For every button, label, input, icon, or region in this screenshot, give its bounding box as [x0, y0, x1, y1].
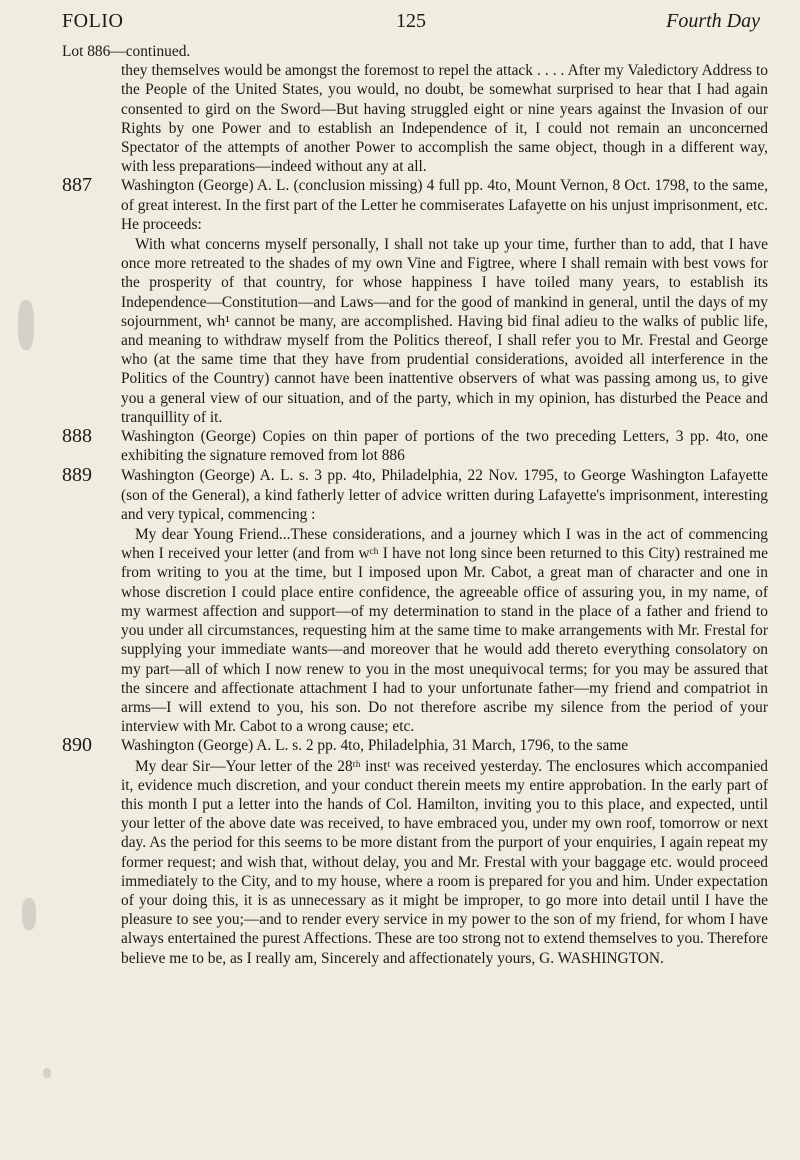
continuation-label: Lot 886—continued. [62, 43, 191, 60]
continuation-text: they themselves would be amongst the foremost to repel the attack . . . . After my Valedictory Address to the People of the United States, you would, no doubt, be somewhat surprised to hear that I had again consented to gird on the Sword—But having struggled eight or nine years against the Invasion of our Rights by one Power and to establish an Independence of it, I could not remain an unconcerned Spectator of the attempts of another Power to accomplish the same object, though in a different way, with less preparations—indeed without any at all. [121, 62, 768, 176]
lot-887 [62, 176, 768, 234]
quote-text: My dear Young Friend...These considerations, and a journey which I was in the act of commencing when I received your letter (and from wᶜʰ I have not long since been returned to this City) restrained me from writing to you at the time, but I imposed upon Mr. Cabot, a great man of character and one in whose discretion I could place entire confidence, the agreeable office of assuring you, in my name, of my warmest affection and support—of my determination to stand in the place of a father and friend to you under all circumstances, requesting him at the same time to make arrangements with Mr. Frestal for supplying your immediate wants—and moreover that he would add thereto everything consolatory on my part—all of which I now renew to you in the most unequivocal terms; for you may be assured that the sincere and affectionate attachment I had to your unfortunate father—my friend and compatriot in arms—I will extend to you, his son. Do not therefore ascribe my silence from the period of your interview with Mr. Cabot to a wrong cause; etc. [121, 526, 768, 736]
lot-heading: Washington (George) A. L. s. 2 pp. 4to, Philadelphia, 31 March, 1796, to the same [121, 737, 629, 755]
page-number: 125 [396, 10, 426, 32]
lot-890 [62, 736, 768, 755]
folio-label: FOLIO [62, 10, 124, 32]
paper-mark [18, 300, 34, 350]
page-content [62, 42, 768, 968]
lot-889-quote [62, 525, 768, 736]
lot-number: 887 [62, 174, 92, 197]
paper-mark [43, 1068, 51, 1078]
quote-text: My dear Sir—Your letter of the 28ᵗʰ instᵗ was received yesterday. The enclosures which accompanied it, evidence much discretion, and your conduct therein meets my entire approbation. In the early part of this month I put a letter into the hands of Col. Hamilton, inviting you to this place, and expected, until your letter of the above date was received, to have embraced you, under my own roof, tomorrow or next day. As the period for this seems to be more distant from the purport of your enquiries, I again repeat my former request; and wish that, without delay, you and Mr. Frestal with your baggage etc. would proceed immediately to the City, and to my house, where a room is prepared for you and him. Under expectation of your doing this, it is as unnecessary as it might be improper, to go more into detail until I have the pleasure to see you;—and to render every service in my power to the son of my friend, for whom I have always entertained the purest Affections. These are too strong not to extend themselves to you. Therefore believe me to be, as I really am, Sincerely and affectionately yours, G. WASHINGTON. [121, 757, 768, 967]
lot-number: 888 [62, 425, 92, 448]
lot-heading: Washington (George) Copies on thin paper of portions of the two preceding Letters, 3 pp. 4to, one exhibiting the signature removed from lot 886 [121, 428, 768, 465]
lot-889 [62, 466, 768, 524]
paper-mark [22, 898, 36, 930]
lot-heading: Washington (George) A. L. (conclusion missing) 4 full pp. 4to, Mount Vernon, 8 Oct. 1798, to the same, of great interest. In the first part of the Letter he commiserates Lafayette on his unjust imprisonment, etc. He proceeds: [121, 177, 768, 233]
lot-number: 889 [62, 464, 92, 487]
day-label: Fourth Day [666, 10, 760, 32]
quote-text: With what concerns myself personally, I shall not take up your time, further than to add, that I have once more retreated to the shades of my own Vine and Figtree, where I shall remain with best vows for the prosperity of that country, for whose happiness I have toiled many years, to establish its Independence—Constitution—and Laws—and for the good of mankind in general, until the days of my sojournment, wh¹ cannot be many, are accomplished. Having bid final adieu to the walks of public life, and meaning to withdraw myself from the Politics thereof, I shall refer you to Mr. Frestal and George who (at the same time that they have from prudential considerations, avoided all interference in the Politics of the Country) cannot have been inattentive observers of what was passing among us, to give you a general view of our situation, and of the party, which in my opinion, has disturbed the Peace and tranquillity of it. [121, 236, 768, 426]
lot-887-quote [62, 235, 768, 427]
lot-890-quote [62, 757, 768, 968]
lot-heading: Washington (George) A. L. s. 3 pp. 4to, Philadelphia, 22 Nov. 1795, to George Washington Lafayette (son of the General), a kind fatherly letter of advice written during Lafayette's imprisonment, interesting and very typical, commencing : [121, 467, 768, 523]
lot-888 [62, 427, 768, 465]
page-header [62, 10, 760, 36]
lot-number: 890 [62, 734, 92, 757]
